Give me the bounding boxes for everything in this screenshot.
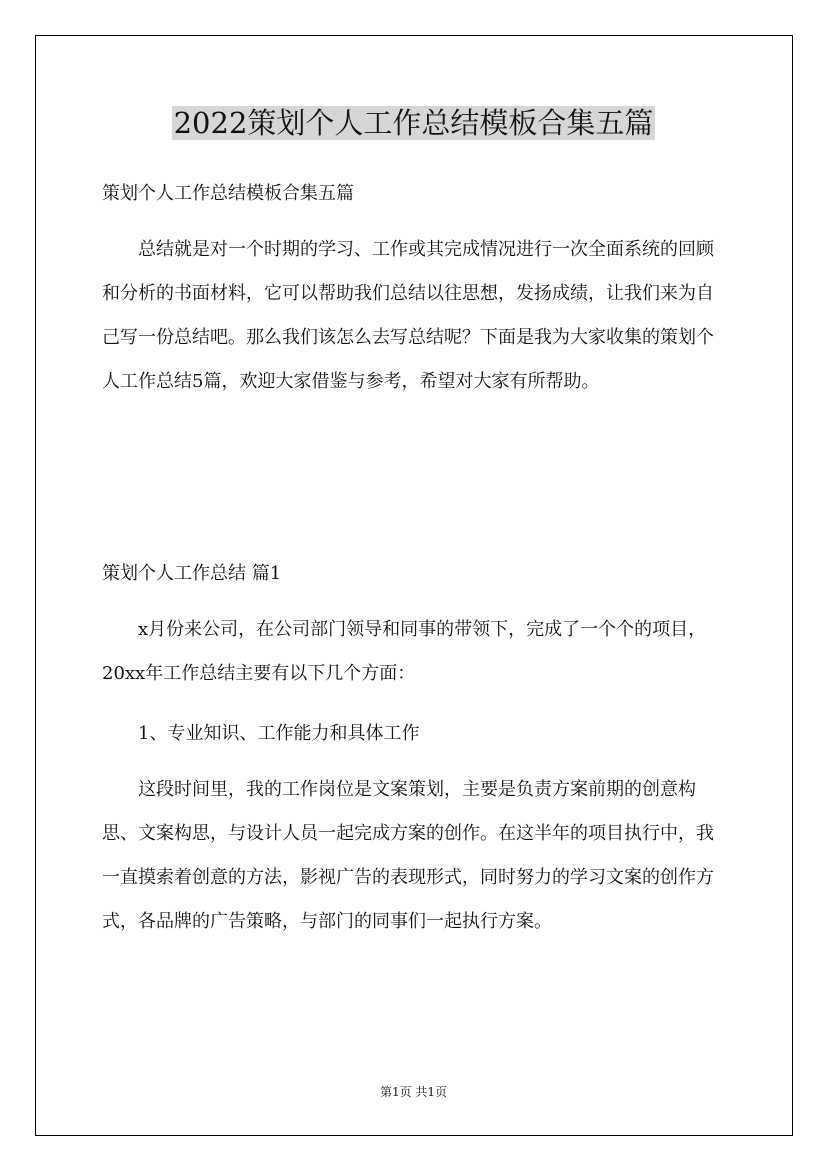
document-title: 2022策划个人工作总结模板合集五篇 bbox=[173, 106, 654, 140]
subtitle: 策划个人工作总结模板合集五篇 bbox=[102, 183, 354, 204]
item-heading: 1、专业知识、工作能力和具体工作 bbox=[138, 723, 420, 744]
page-footer: 第1页 共1页 bbox=[379, 1085, 448, 1099]
section-heading: 策划个人工作总结 篇1 bbox=[102, 563, 282, 584]
intro-paragraph: 总结就是对一个时期的学习、工作或其完成情况进行一次全面系统的回顾和分析的书面材料，它可以帮助我们总结以往思想，发扬成绩，让我们来为自己写一份总结吧。那么我们该怎么去写总结呢？下面是我为大家收集的策划个人工作总结5篇，欢迎大家借鉴与参考，希望对大家有所帮助。 bbox=[102, 239, 714, 392]
section-paragraph-2: 这段时间里，我的工作岗位是文案策划，主要是负责方案前期的创意构思、文案构思，与设计人员一起完成方案的创作。在这半年的项目执行中，我一直摸索着创意的方法，影视广告的表现形式，同时努力的学习文案的创作方式，各品牌的广告策略，与部门的同事们一起执行方案。 bbox=[102, 779, 714, 932]
section-paragraph-1: x月份来公司，在公司部门领导和同事的带领下，完成了一个个的项目，20xx年工作总结主要有以下几个方面： bbox=[102, 619, 707, 684]
